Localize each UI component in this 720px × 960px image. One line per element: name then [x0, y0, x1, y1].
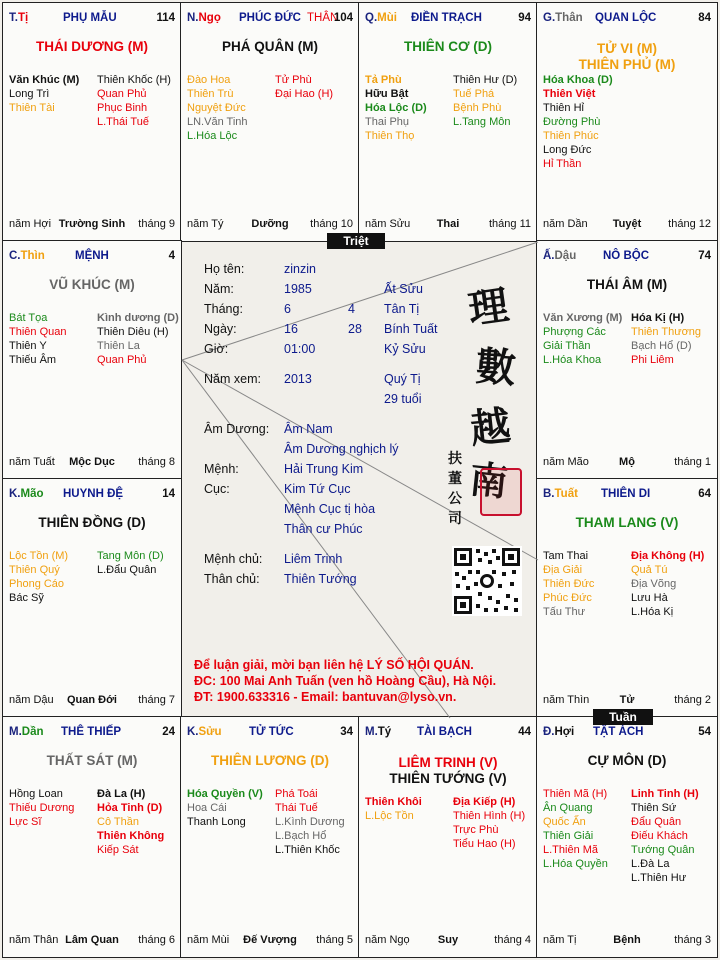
minor-star: Đường Phù	[543, 116, 601, 128]
month-cycle: tháng 4	[494, 934, 531, 946]
minor-star: Quan Phủ	[97, 354, 147, 366]
contact-line-3[interactable]: ĐT: 1900.633316 - Email: bantuvan@lyso.vn.	[194, 690, 457, 704]
minor-star: Nguyệt Đức	[187, 102, 246, 114]
minor-star: Thiên Diêu (H)	[97, 326, 169, 338]
palace-age: 34	[340, 726, 353, 738]
palace-branch: Ngọ	[198, 12, 221, 24]
calligraphy-char-4: 南	[467, 456, 510, 505]
than-chu-label: Thân chủ:	[204, 572, 260, 586]
minor-star: Địa Kiếp (H)	[453, 796, 516, 808]
main-star: TỬ VI (M)	[597, 41, 657, 56]
minor-star: Thiên Giải	[543, 830, 594, 842]
minor-star: Lộc Tồn (M)	[9, 550, 69, 562]
palace-branch: Thìn	[20, 250, 45, 262]
day-label: Ngày:	[204, 322, 237, 336]
minor-star: Hồng Loan	[9, 788, 63, 800]
hour-canchi: Kỷ Sửu	[384, 342, 426, 356]
life-stage: Suy	[437, 934, 459, 946]
palace-age: 54	[698, 726, 711, 738]
minor-star: Bạch Hổ (D)	[631, 340, 692, 352]
minor-star: Thiên Mã (H)	[543, 788, 608, 800]
palace-title: THIÊN DI	[601, 488, 651, 500]
minor-star: Đà La (H)	[97, 788, 146, 800]
main-star: THIÊN CƠ (D)	[403, 39, 492, 54]
minor-star: Thiên Thương	[631, 326, 702, 338]
month-canchi: Tân Tị	[384, 302, 420, 316]
minor-star: Thiên Trù	[187, 88, 234, 100]
day-value: 16	[284, 322, 298, 336]
minor-star: L.Bạch Hổ	[275, 830, 327, 842]
main-star: PHÁ QUÂN (M)	[222, 39, 318, 54]
menh-chu-value: Liêm Trinh	[284, 552, 343, 566]
yinyang-note: Âm Dương nghịch lý	[284, 442, 399, 456]
minor-star: Tang Môn (D)	[97, 550, 164, 562]
minor-star: Đào Hoa	[187, 74, 231, 86]
qr-code	[452, 546, 522, 616]
calligraphy-char-3: 越	[467, 402, 513, 453]
palace-branch: Tị	[17, 12, 29, 24]
year-cycle: năm Tuất	[9, 456, 55, 468]
year-cycle: năm Ngọ	[365, 934, 410, 946]
minor-star: Tả Phù	[365, 74, 402, 86]
palace-title: TÀI BẠCH	[417, 726, 472, 738]
palace-branch: Tuất	[554, 488, 578, 500]
month-cycle: tháng 7	[138, 694, 175, 706]
minor-star: Thiên Y	[9, 340, 47, 352]
life-stage: Tử	[619, 694, 635, 706]
minor-star: Tướng Quân	[631, 844, 695, 856]
minor-star: L.Hóa Lộc	[187, 130, 238, 142]
view-year-canchi: Quý Tị	[384, 372, 421, 386]
palace-can: Ấ.Dậu	[543, 250, 577, 262]
year-cycle: năm Mùi	[187, 934, 230, 946]
life-stage: Thai	[436, 218, 460, 230]
main-star: VŨ KHÚC (M)	[49, 277, 135, 292]
life-stage: Tuyệt	[612, 218, 642, 230]
small-char-2: 董	[448, 471, 462, 487]
center-info-panel	[180, 240, 540, 718]
main-star: THIÊN TƯỚNG (V)	[389, 771, 507, 786]
palace-title: THÊ THIẾP	[61, 726, 122, 738]
main-star: LIÊM TRINH (V)	[398, 755, 498, 770]
minor-star: Thiên Quan	[9, 326, 67, 338]
main-star: THÁI ÂM (M)	[586, 277, 668, 292]
minor-star: L.Thiên Mã	[543, 844, 599, 856]
cuc-note: Mệnh Cục tị hòa	[284, 502, 376, 516]
minor-star: Thiên Quý	[9, 564, 60, 576]
palace-branch: Thân	[555, 12, 583, 24]
calligraphy-char-1: 理	[465, 281, 512, 334]
palace-title: PHÚC ĐỨC	[239, 12, 301, 24]
palace-branch: Tý	[377, 726, 392, 738]
minor-star: Phong Cáo	[9, 578, 65, 590]
palace-branch: Sửu	[198, 726, 222, 738]
minor-star: Tuế Phá	[453, 88, 495, 100]
yinyang-label: Âm Dương:	[204, 422, 270, 436]
month-cycle: tháng 8	[138, 456, 175, 468]
cuc-label: Cục:	[204, 482, 230, 496]
minor-star: Hoa Cái	[187, 802, 227, 814]
minor-star: L.Thái Tuế	[97, 116, 149, 128]
palace-can: K.Mão	[9, 488, 44, 500]
view-year-label: Năm xem:	[204, 372, 261, 386]
palace-branch: Mùi	[377, 12, 397, 24]
minor-star: Thiếu Dương	[9, 802, 75, 814]
destiny-label: Mệnh:	[204, 462, 239, 476]
palace-branch: Hợi	[554, 726, 575, 738]
life-stage: Bệnh	[613, 934, 641, 946]
palace-age: 84	[698, 12, 711, 24]
year-cycle: năm Hợi	[9, 218, 52, 230]
minor-star: Văn Xương (M)	[543, 312, 623, 324]
triet-tag: Triệt	[327, 233, 385, 249]
minor-star: Tam Thai	[543, 550, 589, 562]
minor-star: Thiên Thọ	[365, 130, 415, 142]
minor-star: Hóa Quyền (V)	[187, 788, 263, 800]
month-label: Tháng:	[204, 302, 243, 316]
year-cycle: năm Thìn	[543, 694, 590, 706]
minor-star: Kình dương (D)	[97, 312, 179, 324]
palace-branch: Dần	[21, 726, 44, 738]
minor-star: Thiên Khôi	[365, 796, 422, 808]
minor-star: Hóa Kị (H)	[631, 312, 685, 324]
minor-star: Cô Thần	[97, 816, 139, 828]
palace-age: 24	[162, 726, 175, 738]
minor-star: Lưu Hà	[631, 592, 668, 604]
minor-star: LN.Văn Tinh	[187, 116, 248, 128]
month-cycle: tháng 2	[674, 694, 711, 706]
minor-star: Phi Liêm	[631, 354, 674, 366]
main-star: THIÊN PHỦ (M)	[578, 57, 676, 72]
hour-value: 01:00	[284, 342, 316, 356]
minor-star: Quan Phủ	[97, 88, 147, 100]
palace-age: 94	[518, 12, 531, 24]
minor-star: L.Đà La	[631, 858, 670, 870]
month-cycle: tháng 9	[138, 218, 175, 230]
minor-star: Ân Quang	[543, 802, 593, 814]
minor-star: Thiên Hình (H)	[453, 810, 526, 822]
minor-star: Thái Tuế	[275, 802, 318, 814]
month-cycle: tháng 3	[674, 934, 711, 946]
yinyang-value: Âm Nam	[284, 422, 333, 436]
year-cycle: năm Dậu	[9, 694, 54, 706]
main-star: THIÊN ĐỒNG (D)	[38, 515, 146, 530]
palace-title: NÔ BỘC	[603, 250, 649, 262]
main-star: THÁI DƯƠNG (M)	[36, 39, 148, 54]
minor-star: L.Kình Dương	[275, 816, 345, 828]
minor-star: Đại Hao (H)	[275, 88, 334, 100]
year-cycle: năm Tị	[543, 934, 577, 946]
minor-star: Hóa Lộc (D)	[365, 102, 427, 114]
minor-star: Địa Giải	[543, 564, 583, 576]
main-star: THẤT SÁT (M)	[46, 753, 138, 768]
palace-title: PHỤ MẪU	[63, 12, 117, 24]
minor-star: Địa Võng	[631, 578, 677, 590]
palace-age: 114	[156, 12, 175, 24]
palace-age: 44	[518, 726, 531, 738]
minor-star: Hóa Khoa (D)	[543, 74, 613, 86]
life-stage: Trường Sinh	[58, 218, 126, 230]
minor-star: Địa Không (H)	[631, 550, 705, 562]
minor-star: Văn Khúc (M)	[9, 74, 80, 86]
minor-star: L.Lộc Tồn	[365, 810, 414, 822]
minor-star: Hỏa Tinh (D)	[97, 802, 163, 814]
minor-star: L.Đẩu Quân	[97, 564, 157, 576]
minor-star: Thiếu Âm	[9, 354, 57, 366]
body-palace-note: Thân cư Phúc	[284, 522, 363, 536]
main-star: THAM LANG (V)	[575, 515, 679, 530]
contact-line-1: Để luận giải, mời bạn liên hệ LÝ SỐ HỘI QUÁN.	[194, 658, 474, 672]
palace-age: 14	[162, 488, 175, 500]
palace-title: TẬT ÁCH	[593, 726, 644, 738]
minor-star: L.Thiên Hư	[631, 872, 687, 884]
minor-star: Thai Phụ	[365, 116, 410, 128]
year-cycle: năm Mão	[543, 456, 589, 468]
tuan-tag: Tuần	[593, 709, 653, 725]
month-cycle: tháng 11	[488, 218, 531, 230]
year-cycle: năm Dần	[543, 218, 588, 230]
palace-can: G.Thân	[543, 12, 583, 24]
month-cycle: tháng 12	[668, 218, 711, 230]
palace-can: K.Sửu	[187, 726, 222, 738]
minor-star: Thiên Phúc	[543, 130, 599, 142]
palace-age: 74	[698, 250, 711, 262]
name-value: zinzin	[284, 262, 316, 276]
palace-can: Q.Mùi	[365, 12, 397, 24]
minor-star: Quốc Ấn	[543, 816, 586, 828]
minor-star: Kiếp Sát	[97, 844, 139, 856]
minor-star: Phục Binh	[97, 102, 148, 114]
contact-line-2: ĐC: 100 Mai Anh Tuấn (ven hồ Hoàng Cầu), Hà Nội.	[194, 674, 497, 688]
minor-star: Giải Thần	[543, 340, 591, 352]
red-seal-stamp	[480, 468, 522, 516]
minor-star: Linh Tinh (H)	[631, 788, 699, 800]
minor-star: Phá Toái	[275, 788, 318, 800]
palace-age: 64	[698, 488, 711, 500]
month-cycle: tháng 6	[138, 934, 175, 946]
palace-title: TỬ TỨC	[249, 726, 294, 738]
hour-label: Giờ:	[204, 342, 229, 356]
minor-star: Phượng Các	[543, 326, 606, 338]
palace-age: 104	[333, 12, 353, 24]
main-star: THIÊN LƯƠNG (D)	[211, 753, 329, 768]
minor-star: Thiên Sứ	[631, 802, 677, 814]
palace-can: C.Thìn	[9, 250, 45, 262]
than-chu-value: Thiên Tướng	[284, 572, 357, 586]
life-stage: Đế Vượng	[243, 934, 297, 946]
minor-star: L.Thiên Khốc	[275, 844, 340, 856]
destiny-value: Hải Trung Kim	[284, 462, 364, 476]
minor-star: Thiên Hư (D)	[453, 74, 518, 86]
life-stage: Mộ	[619, 456, 635, 468]
palace-branch: Mão	[20, 488, 44, 500]
year-label: Năm:	[204, 282, 234, 296]
calligraphy-char-2: 數	[474, 342, 518, 393]
minor-star: Thanh Long	[187, 816, 246, 828]
body-marker: THÂN	[307, 12, 339, 24]
minor-star: L.Tang Môn	[453, 116, 511, 128]
minor-star: Phúc Đức	[543, 592, 592, 604]
minor-star: Thiên Đức	[543, 578, 595, 590]
minor-star: Đẩu Quân	[631, 816, 682, 828]
minor-star: Quả Tú	[631, 564, 668, 576]
minor-star: Tấu Thư	[543, 606, 586, 618]
name-label: Họ tên:	[204, 262, 245, 276]
minor-star: L.Hóa Khoa	[543, 354, 602, 366]
palace-branch: Dậu	[554, 250, 577, 262]
life-stage: Mộc Dục	[69, 456, 115, 468]
month-cycle: tháng 1	[674, 456, 711, 468]
year-cycle: năm Tý	[187, 218, 224, 230]
life-stage: Lâm Quan	[65, 934, 119, 946]
minor-star: L.Hóa Kị	[631, 606, 674, 618]
minor-star: Thiên Việt	[543, 88, 596, 100]
small-char-3: 公	[448, 491, 462, 507]
palace-can: B.Tuất	[543, 488, 578, 500]
minor-star: Thiên Hỉ	[543, 102, 584, 114]
year-cycle: năm Thân	[9, 934, 59, 946]
minor-star: Hữu Bật	[365, 88, 409, 100]
life-stage: Dưỡng	[251, 218, 289, 230]
palace-can: M.Tý	[365, 726, 392, 738]
view-year-value: 2013	[284, 372, 312, 386]
minor-star: Bác Sỹ	[9, 592, 44, 604]
month-value: 6	[284, 302, 291, 316]
year-canchi: Ất Sửu	[384, 282, 423, 296]
minor-star: Tử Phù	[275, 74, 312, 86]
small-char-4: 司	[448, 511, 462, 527]
age-value: 29 tuổi	[384, 392, 422, 406]
palace-title: QUAN LỘC	[595, 12, 657, 24]
minor-star: Lực Sĩ	[9, 816, 42, 828]
month-cycle: tháng 5	[316, 934, 353, 946]
cuc-value: Kim Tứ Cục	[284, 482, 351, 496]
minor-star: Tiểu Hao (H)	[453, 838, 516, 850]
minor-star: Long Trì	[9, 88, 50, 100]
year-cycle: năm Sửu	[365, 218, 411, 230]
minor-star: Thiên Tài	[9, 102, 55, 114]
palace-title: HUYNH ĐỆ	[63, 488, 124, 500]
day-canchi: Bính Tuất	[384, 322, 438, 336]
minor-star: Thiên Không	[97, 830, 165, 842]
month-lunar: 4	[348, 302, 355, 316]
minor-star: Long Đức	[543, 144, 592, 156]
palace-age: 4	[168, 250, 175, 262]
palace-title: MỆNH	[75, 250, 109, 262]
minor-star: Điếu Khách	[631, 830, 688, 842]
minor-star: Bệnh Phù	[453, 102, 502, 114]
life-stage: Quan Đới	[67, 694, 117, 706]
minor-star: Thiên La	[97, 340, 140, 352]
year-value: 1985	[284, 282, 312, 296]
small-char-1: 扶	[448, 451, 462, 467]
minor-star: L.Hóa Quyền	[543, 858, 608, 870]
menh-chu-label: Mệnh chủ:	[204, 552, 263, 566]
minor-star: Thiên Khốc (H)	[97, 74, 171, 86]
palace-can: M.Dần	[9, 726, 44, 738]
palace-can: T.Tị	[9, 12, 29, 24]
palace-title: ĐIỀN TRẠCH	[411, 12, 482, 24]
month-cycle: tháng 10	[310, 218, 353, 230]
day-lunar: 28	[348, 322, 362, 336]
minor-star: Trực Phù	[453, 824, 499, 836]
palace-can: Đ.Hợi	[543, 726, 575, 738]
palace-can: N.Ngọ	[187, 12, 221, 24]
main-star: CỰ MÔN (D)	[587, 753, 667, 768]
minor-star: Hỉ Thần	[543, 158, 582, 170]
minor-star: Bát Tọa	[9, 312, 48, 324]
